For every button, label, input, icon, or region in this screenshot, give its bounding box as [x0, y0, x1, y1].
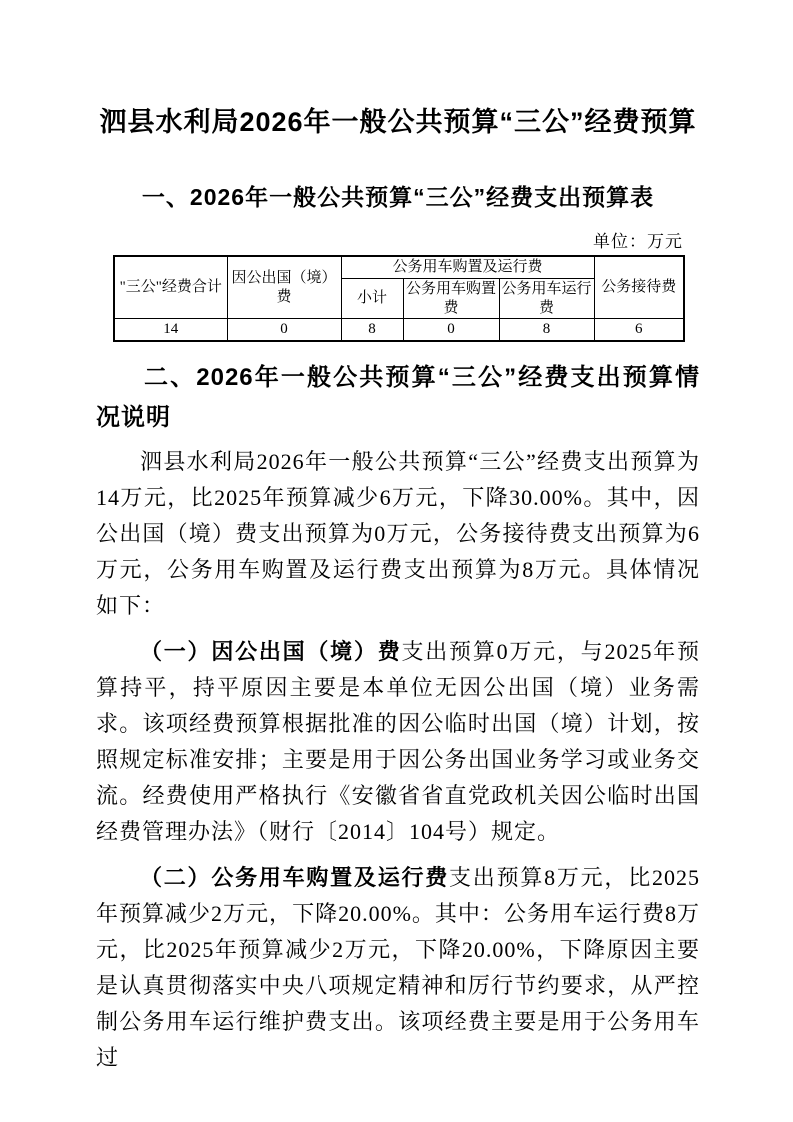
paragraph-abroad-expense [96, 634, 700, 850]
value-cell-subtotal: 8 [341, 319, 403, 341]
paragraph-vehicle-expense [96, 860, 700, 1076]
header-cell-reception: 公务接待费 [594, 256, 684, 319]
value-cell-purchase: 0 [403, 319, 499, 341]
document-title: 泗县水利局2026年一般公共预算“三公”经费预算 [99, 107, 697, 137]
header-cell-operation: 公务用车运行费 [499, 278, 594, 319]
unit-label: 单位：万元 [593, 232, 683, 251]
section1-heading: 一、2026年一般公共预算“三公”经费支出预算表 [141, 184, 655, 210]
paragraph-vehicle-text: 支出预算8万元，比2025年预算减少2万元，下降20.00%。其中：公务用车运行费8万元，比2025年预算减少2万元，下降20.00%，下降原因主要是认真贯彻落实中央八项规定精神和厉行节约要求，从严控制公务用车运行维护费支出。该项经费主要是用于公务用车过 [96, 865, 700, 1070]
budget-table-area [113, 232, 683, 342]
value-cell-operation: 8 [499, 319, 594, 341]
header-cell-total: "三公"经费合计 [114, 256, 227, 319]
table-row [114, 319, 684, 341]
value-cell-reception: 6 [594, 319, 684, 341]
paragraph-abroad-text: 支出预算0万元，与2025年预算持平，持平原因主要是本单位无因公出国（境）业务需求。该项经费预算根据批准的因公临时出国（境）计划，按照规定标准安排；主要是用于因公务出国业务学习或业务交流。经费使用严格执行《安徽省省直党政机关因公临时出国经费管理办法》（财行〔2014〕104号）规定。 [96, 639, 700, 844]
header-cell-purchase: 公务用车购置费 [403, 278, 499, 319]
value-cell-abroad: 0 [227, 319, 341, 341]
header-cell-vehicle-group: 公务用车购置及运行费 [341, 256, 594, 278]
header-cell-abroad: 因公出国（境）费 [227, 256, 341, 319]
paragraph-overview: 泗县水利局2026年一般公共预算“三公”经费支出预算为14万元，比2025年预算减少6万元，下降30.00%。其中，因公出国（境）费支出预算为0万元，公务接待费支出预算为6万元，公务用车购置及运行费支出预算为8万元。具体情况如下： [96, 449, 700, 618]
paragraph-vehicle-lead: （二）公务用车购置及运行费 [140, 865, 450, 890]
three-public-budget-table [113, 255, 685, 342]
section2-heading: 二、2026年一般公共预算“三公”经费支出预算情况说明 [96, 364, 700, 431]
paragraph-abroad-lead: （一）因公出国（境）费 [140, 639, 402, 664]
header-cell-subtotal: 小计 [341, 278, 403, 319]
value-cell-total: 14 [114, 319, 227, 341]
